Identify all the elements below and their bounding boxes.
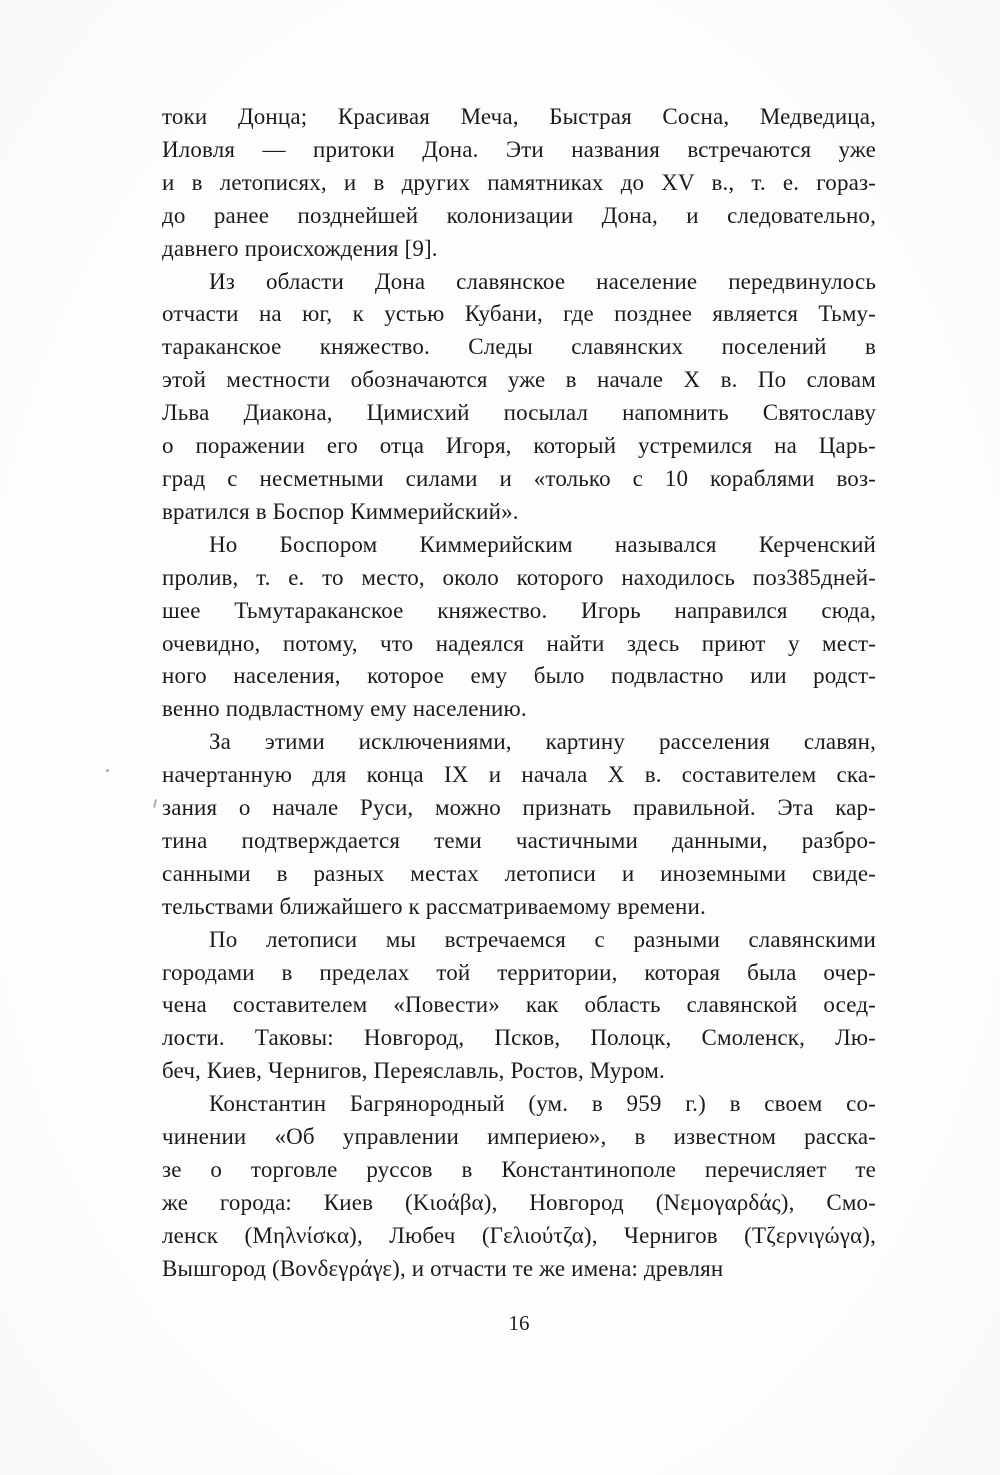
paragraph	[162, 529, 876, 726]
text-line: вратился в Боспор Киммерийский».	[162, 498, 519, 524]
text-line: тараканское княжество. Следы славянских поселений в	[162, 334, 876, 360]
text-line: град с несметными силами и «только с 10 кораблями воз-	[162, 465, 876, 491]
text-line: начертанную для конца IX и начала X в. составителем ска-	[162, 762, 876, 788]
paragraph	[162, 1088, 876, 1285]
text-line: Но Боспором Киммерийским назывался Керченский	[209, 531, 876, 557]
text-line: токи Донца; Красивая Меча, Быстрая Сосна, Медведица,	[162, 104, 876, 129]
text-line: венно подвластному ему населению.	[162, 696, 527, 722]
scan-speck-icon	[106, 769, 109, 772]
text-line: очевидно, потому, что надеялся найти здесь приют у мест-	[162, 630, 876, 656]
text-line: Вышгород (Βονδεγράγε), и отчасти те же имена: древлян	[162, 1255, 724, 1281]
text-line: санными в разных местах летописи и иноземными свиде-	[162, 860, 876, 886]
text-line: же города: Киев (Κιοάβα), Новгород (Νεμογαρδάς), Смо-	[162, 1189, 876, 1215]
text-line: ленск (Μηλνίσκα), Любеч (Γελιούτζα), Чернигов (Τζερνιγώγα),	[162, 1222, 876, 1248]
text-line: отчасти на юг, к устью Кубани, где позднее является Тьму-	[162, 301, 876, 327]
text-line: За этими исключениями, картину расселения славян,	[209, 729, 876, 755]
text-line: чинении «Об управлении империею», в известном расска-	[162, 1124, 876, 1150]
text-line: беч, Киев, Чернигов, Переяславль, Ростов, Муром.	[162, 1058, 665, 1084]
text-block	[162, 101, 876, 1286]
text-line: зания о начале Руси, можно признать правильной. Эта кар-	[162, 795, 876, 821]
text-line: до ранее позднейшей колонизации Дона, и следовательно,	[162, 202, 876, 228]
text-line: По летописи мы встречаемся с разными славянскими	[209, 926, 876, 952]
text-line: зе о торговле руссов в Константинополе перечисляет те	[162, 1157, 876, 1182]
paragraph	[162, 726, 876, 923]
paragraph	[162, 101, 876, 266]
text-line: городами в пределах той территории, которая была очер-	[162, 959, 876, 985]
text-line: Константин Багрянородный (ум. в 959 г.) в своем со-	[209, 1091, 876, 1117]
text-line: Льва Диакона, Цимисхий посылал напомнить Святославу	[162, 400, 876, 426]
text-line: этой местности обозначаются уже в начале X в. По словам	[162, 367, 876, 393]
paragraph	[162, 924, 876, 1089]
text-line: и в летописях, и в других памятниках до XV в., т. е. гораз-	[162, 169, 876, 195]
text-line: пролив, т. е. то место, около которого находилось поз385дней-	[162, 564, 876, 590]
text-line: Иловля — притоки Дона. Эти названия встречаются уже	[162, 136, 876, 162]
text-line: Из области Дона славянское население передвинулось	[209, 268, 876, 294]
scan-speck-icon	[153, 799, 157, 808]
paragraph	[162, 266, 876, 529]
page-number: 16	[508, 1311, 530, 1335]
text-line: тина подтверждается теми частичными данными, разбро-	[162, 827, 876, 853]
text-line: ного населения, которое ему было подвластно или родст-	[162, 663, 876, 689]
text-line: лости. Таковы: Новгород, Псков, Полоцк, Смоленск, Лю-	[162, 1025, 876, 1051]
text-line: о поражении его отца Игоря, который устремился на Царь-	[162, 433, 876, 459]
text-line: тельствами ближайшего к рассматриваемому времени.	[162, 893, 706, 919]
text-line: шее Тьмутараканское княжество. Игорь направился сюда,	[162, 597, 876, 623]
text-line: давнего происхождения [9].	[162, 235, 438, 261]
text-line: чена составителем «Повести» как область славянской осед-	[162, 992, 876, 1018]
